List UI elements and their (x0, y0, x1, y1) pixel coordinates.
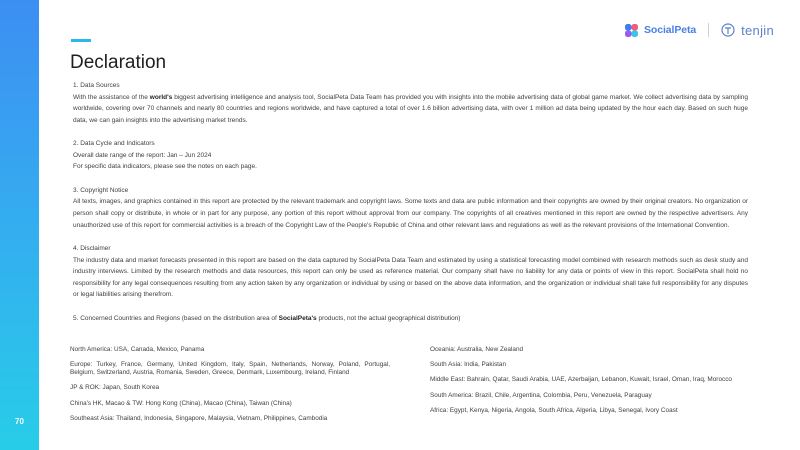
region-item: JP & ROK: Japan, South Korea (70, 384, 160, 392)
logo-divider (708, 23, 709, 37)
section-paragraph (73, 92, 748, 127)
section-heading (73, 313, 748, 325)
paragraph-text: With the assistance of the (73, 93, 150, 101)
regions-right-column (430, 346, 750, 430)
heading-text: 5. Concerned Countries and Regions (based on the distribution area of (73, 314, 279, 322)
region-item: North America: USA, Canada, Mexico, Panama (70, 346, 205, 353)
section-data-cycle (73, 138, 748, 173)
declaration-sections (73, 80, 748, 336)
heading-bold-text: SocialPeta's (278, 314, 317, 322)
tenjin-logo-text: tenjin (741, 22, 774, 38)
title-accent-bar (71, 39, 91, 42)
section-heading: 3. Copyright Notice (73, 186, 129, 194)
region-item: Africa: Egypt, Kenya, Nigeria, Angola, South Africa, Algeria, Libya, Senegal, Ivory Coast (430, 406, 678, 414)
region-item: Middle East: Bahrain, Qatar, Saudi Arabia, UAE, Azerbaijan, Lebanon, Kuwait, Israel, Oman, Iraq, Morocco (430, 376, 732, 384)
section-paragraph: The industry data and market forecasts presented in this report are based on the data captured by SocialPeta Data Team and estimated by using a statistical forecasting model combined with research methods such as desk study and industry interviews. Limited by the research methods and data resources, this report can only be used as reference material. Our company shall have no liability for any data or points of view in this report. SocialPeta shall hold no responsibility for any legal consequences resulting from any action taken by any organization or individual by using or based on the above data information, and the organization or individual shall take full responsibility for any disputes or legal liabilities arising therefrom. (73, 256, 748, 299)
section-paragraph: For specific data indicators, please see the notes on each page. (73, 163, 257, 171)
tenjin-logo-icon (721, 23, 735, 37)
regions-left-column (70, 346, 390, 430)
heading-text: products, not the actual geographical distribution) (316, 314, 461, 322)
regions-list (70, 346, 750, 430)
region-item: Oceania: Australia, New Zealand (430, 346, 524, 353)
page-number: 70 (15, 417, 24, 426)
section-paragraph: All texts, images, and graphics contained in this report are protected by the relevant trademark and copyright laws. Some texts and data are public information and their copyrights are owned by their original creators. No organization or person shall copy or distribute, in whole or in part for any purpose, any portion of this report without approval from our company. The copyrights of all creatives mentioned in this report are owned by the respective advertisers. Any unauthorized use of this report for commercial activities is a breach of the Copyright Law of the People's Republic of China and other relevant laws and regulations as well as the relevant provisions of the International Convention. (73, 198, 748, 229)
socialpeta-logo-icon (625, 24, 638, 37)
region-item: Southeast Asia: Thailand, Indonesia, Singapore, Malaysia, Vietnam, Philippines, Cambodia (70, 414, 328, 422)
region-item: South Asia: India, Pakistan (430, 361, 507, 369)
region-item: Europe: Turkey, France, Germany, United Kingdom, Italy, Spain, Netherlands, Norway, Poland, Portugal, Belgium, Switzerland, Austria, Romania, Sweden, Greece, Denmark, Luxembourg, Ireland, Finland (70, 361, 390, 377)
paragraph-text: biggest advertising intelligence and analysis tool, SocialPeta Data Team has provided you with insights into the mobile advertising data of global game market. We collect advertising data by sampling worldwide, covering over 70 channels and nearly 80 countries and regions worldwide, and have captured a total of over 1.6 billion advertising data, with over 1 million ad data being updated by the hour each day. Based on such huge data, we can gain insights into the advertising market trends. (73, 93, 748, 124)
paragraph-bold-text: world's (149, 93, 173, 101)
section-data-sources (73, 80, 748, 126)
page-title: Declaration (70, 52, 167, 73)
section-heading: 2. Data Cycle and Indicators (73, 140, 155, 148)
socialpeta-logo-text: SocialPeta (643, 24, 697, 36)
section-heading: 4. Disclaimer (73, 244, 111, 252)
region-item: South America: Brazil, Chile, Argentina, Colombia, Peru, Venezuela, Paraguay (430, 391, 652, 399)
section-copyright (73, 185, 748, 231)
section-heading: 1. Data Sources (73, 82, 120, 89)
section-regions (73, 313, 748, 325)
header-logos (625, 22, 774, 38)
section-disclaimer (73, 243, 748, 301)
section-paragraph: Overall date range of the report: Jan – Jun 2024 (73, 151, 212, 159)
left-accent-sidebar (0, 0, 39, 450)
region-item: China's HK, Macao & TW: Hong Kong (China), Macao (China), Taiwan (China) (70, 399, 292, 407)
